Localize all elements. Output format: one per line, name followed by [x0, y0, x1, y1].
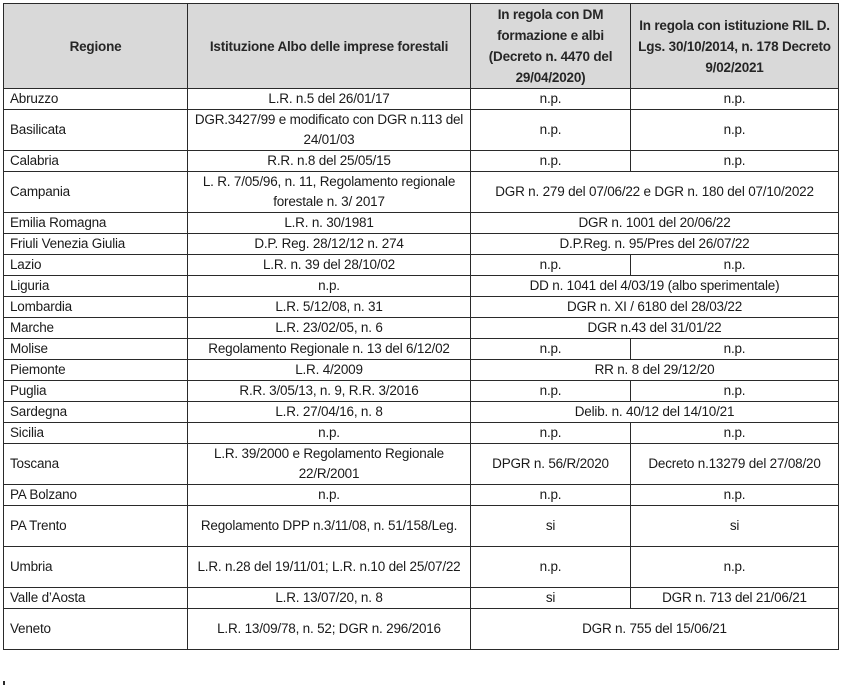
cell-region: Marche [4, 318, 188, 339]
table-row [4, 588, 839, 609]
cell-dm: n.p. [471, 485, 631, 506]
cell-dm-ril-merged: DGR n. 755 del 15/06/21 [471, 609, 839, 650]
cell-region: Calabria [4, 151, 188, 172]
cell-albo: L.R. 13/07/20, n. 8 [188, 588, 471, 609]
cell-albo: R.R. 3/05/13, n. 9, R.R. 3/2016 [188, 381, 471, 402]
cell-dm-ril-merged: DGR n.43 del 31/01/22 [471, 318, 839, 339]
table-row [4, 506, 839, 547]
cell-albo: Regolamento Regionale n. 13 del 6/12/02 [188, 339, 471, 360]
cell-dm-ril-merged: DGR n. 279 del 07/06/22 e DGR n. 180 del 07/10/2022 [471, 172, 839, 213]
cell-albo: L.R. 13/09/78, n. 52; DGR n. 296/2016 [188, 609, 471, 650]
cell-region: Liguria [4, 276, 188, 297]
cell-ril: n.p. [631, 110, 839, 151]
cell-ril: n.p. [631, 255, 839, 276]
cell-dm-ril-merged: Delib. n. 40/12 del 14/10/21 [471, 402, 839, 423]
cell-albo: L.R. 4/2009 [188, 360, 471, 381]
cell-albo: n.p. [188, 485, 471, 506]
cell-region: PA Trento [4, 506, 188, 547]
cell-ril: n.p. [631, 151, 839, 172]
table-row [4, 402, 839, 423]
cell-dm-ril-merged: DGR n. 1001 del 20/06/22 [471, 213, 839, 234]
cell-albo: n.p. [188, 276, 471, 297]
cell-region: Emilia Romagna [4, 213, 188, 234]
cell-albo: L.R. n.28 del 19/11/01; L.R. n.10 del 25/07/22 [188, 547, 471, 588]
cell-albo: n.p. [188, 423, 471, 444]
cell-region: Campania [4, 172, 188, 213]
cell-albo: D.P. Reg. 28/12/12 n. 274 [188, 234, 471, 255]
cell-albo: Regolamento DPP n.3/11/08, n. 51/158/Leg. [188, 506, 471, 547]
cell-albo: L.R. 39/2000 e Regolamento Regionale 22/R/2001 [188, 444, 471, 485]
cell-region: Molise [4, 339, 188, 360]
cell-region: Valle d’Aosta [4, 588, 188, 609]
cell-dm: n.p. [471, 423, 631, 444]
regional-forestry-albo-table [3, 3, 839, 650]
cell-dm: n.p. [471, 547, 631, 588]
cell-dm-ril-merged: DGR n. XI / 6180 del 28/03/22 [471, 297, 839, 318]
cell-albo: R.R. n.8 del 25/05/15 [188, 151, 471, 172]
cell-region: Toscana [4, 444, 188, 485]
cell-region: Lazio [4, 255, 188, 276]
document-page [3, 3, 838, 650]
cell-dm-ril-merged: RR n. 8 del 29/12/20 [471, 360, 839, 381]
cell-ril: Decreto n.13279 del 27/08/20 [631, 444, 839, 485]
cell-region: Veneto [4, 609, 188, 650]
header-dm-formazione: In regola con DM formazione e albi (Decreto n. 4470 del 29/04/2020) [471, 4, 631, 89]
table-row [4, 172, 839, 213]
table-row [4, 318, 839, 339]
cell-ril: si [631, 506, 839, 547]
cell-ril: n.p. [631, 485, 839, 506]
table-row [4, 381, 839, 402]
cell-ril: DGR n. 713 del 21/06/21 [631, 588, 839, 609]
table-row [4, 609, 839, 650]
cell-region: Sardegna [4, 402, 188, 423]
cell-ril: n.p. [631, 381, 839, 402]
table-row [4, 276, 839, 297]
cell-dm: n.p. [471, 381, 631, 402]
table-row [4, 339, 839, 360]
table-row [4, 444, 839, 485]
header-regione: Regione [4, 4, 188, 89]
cell-region: PA Bolzano [4, 485, 188, 506]
cell-albo: L.R. n.5 del 26/01/17 [188, 89, 471, 110]
table-header-row [4, 4, 839, 89]
cell-dm: n.p. [471, 255, 631, 276]
table-row [4, 547, 839, 588]
cell-albo: L.R. n. 30/1981 [188, 213, 471, 234]
cell-region: Basilicata [4, 110, 188, 151]
table-row [4, 423, 839, 444]
cell-ril: n.p. [631, 339, 839, 360]
cell-albo: L.R. 5/12/08, n. 31 [188, 297, 471, 318]
cell-region: Sicilia [4, 423, 188, 444]
cell-dm: DPGR n. 56/R/2020 [471, 444, 631, 485]
table-row [4, 255, 839, 276]
cell-ril: n.p. [631, 423, 839, 444]
cell-albo: L.R. n. 39 del 28/10/02 [188, 255, 471, 276]
table-row [4, 234, 839, 255]
cell-region: Umbria [4, 547, 188, 588]
cell-region: Piemonte [4, 360, 188, 381]
table-row [4, 297, 839, 318]
cell-region: Abruzzo [4, 89, 188, 110]
cell-ril: n.p. [631, 547, 839, 588]
cell-dm: si [471, 506, 631, 547]
cell-dm: si [471, 588, 631, 609]
cell-region: Puglia [4, 381, 188, 402]
table-border-stub [3, 681, 5, 685]
table-row [4, 485, 839, 506]
cell-dm-ril-merged: D.P.Reg. n. 95/Pres del 26/07/22 [471, 234, 839, 255]
cell-dm: n.p. [471, 89, 631, 110]
table-row [4, 110, 839, 151]
cell-albo: L.R. 27/04/16, n. 8 [188, 402, 471, 423]
table-row [4, 360, 839, 381]
cell-albo: L. R. 7/05/96, n. 11, Regolamento regionale forestale n. 3/ 2017 [188, 172, 471, 213]
cell-dm: n.p. [471, 339, 631, 360]
table-row [4, 213, 839, 234]
cell-region: Friuli Venezia Giulia [4, 234, 188, 255]
header-istituzione-albo: Istituzione Albo delle imprese forestali [188, 4, 471, 89]
cell-dm: n.p. [471, 110, 631, 151]
cell-region: Lombardia [4, 297, 188, 318]
cell-dm-ril-merged: DD n. 1041 del 4/03/19 (albo sperimentale) [471, 276, 839, 297]
table-row [4, 89, 839, 110]
cell-albo: DGR.3427/99 e modificato con DGR n.113 del 24/01/03 [188, 110, 471, 151]
table-row [4, 151, 839, 172]
header-ril: In regola con istituzione RIL D. Lgs. 30/10/2014, n. 178 Decreto 9/02/2021 [631, 4, 839, 89]
cell-albo: L.R. 23/02/05, n. 6 [188, 318, 471, 339]
cell-dm: n.p. [471, 151, 631, 172]
cell-ril: n.p. [631, 89, 839, 110]
